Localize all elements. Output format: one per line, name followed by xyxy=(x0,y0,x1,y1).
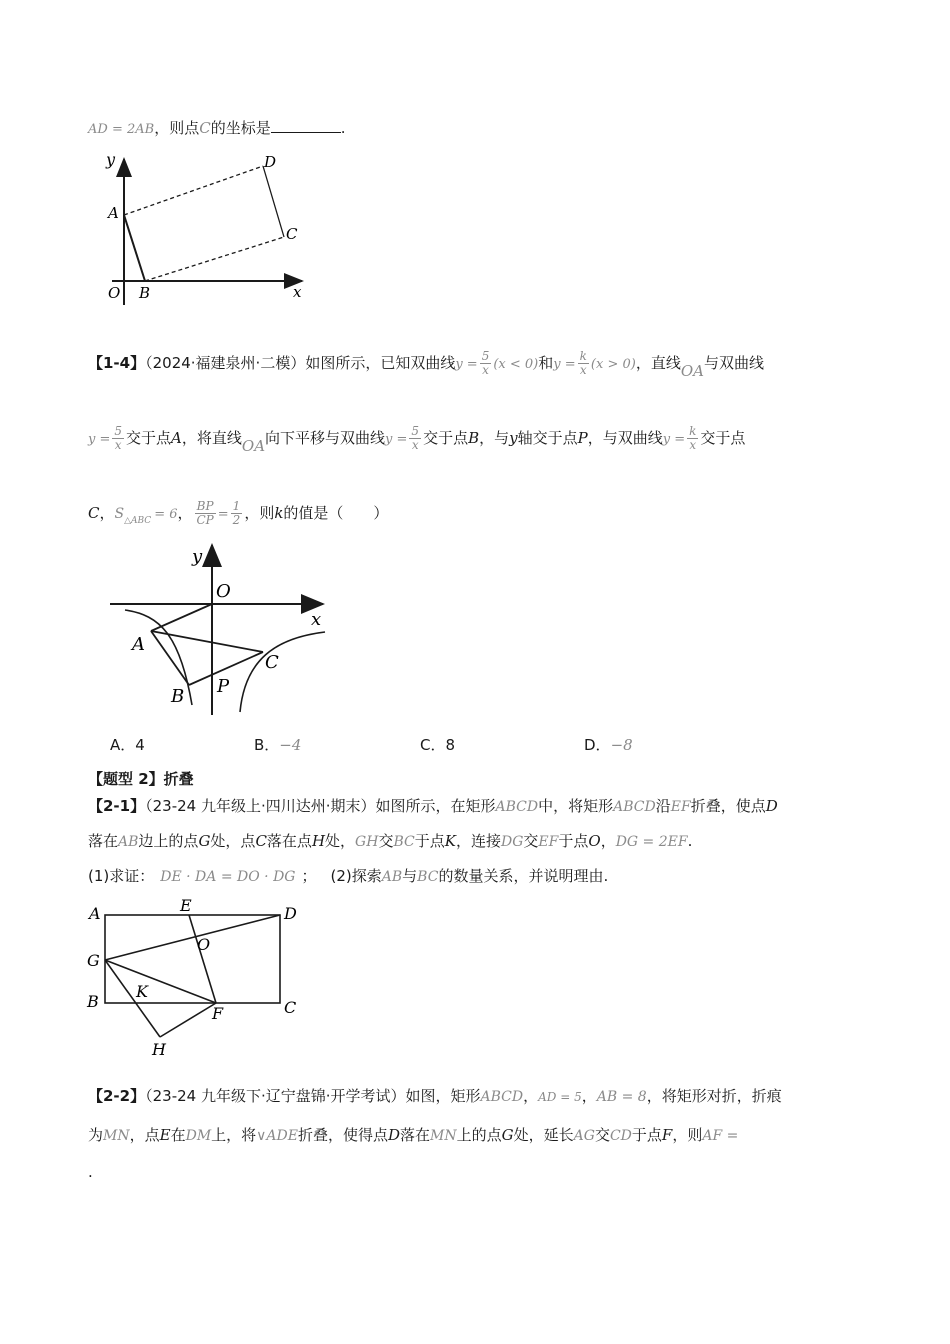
point-d: D xyxy=(765,797,778,815)
q14-l3-text-1: ，则 xyxy=(244,504,275,522)
q22-comma-1: ， xyxy=(523,1087,539,1105)
point-g: G xyxy=(198,832,211,850)
math-dg: DG xyxy=(500,834,524,850)
math-oa-2: OA xyxy=(241,437,266,455)
q22-text-1: （23-24 九年级下·辽宁盘锦·开学考试）如图，矩形 xyxy=(145,1087,481,1105)
q22-l2-text-11: ，则 xyxy=(672,1126,703,1144)
label-c: C xyxy=(265,652,279,673)
point-e: E xyxy=(159,1126,171,1144)
label-h: H xyxy=(152,1040,166,1059)
math-ef: EF xyxy=(670,799,691,815)
q21-l2-text-7: 于点 xyxy=(414,832,445,850)
choice-b[interactable] xyxy=(254,734,301,755)
segment-gh xyxy=(105,960,160,1037)
choice-value: −4 xyxy=(279,736,302,754)
q21-l2-text-1: 落在 xyxy=(88,832,119,850)
math-mn: MN xyxy=(103,1128,130,1144)
q21-tag: 【2-1】 xyxy=(88,797,146,815)
q14-l3-sep: ， xyxy=(177,504,193,522)
var-k: k xyxy=(274,504,284,522)
label-b: B xyxy=(171,686,185,707)
choice-a[interactable] xyxy=(110,734,145,755)
label-d: D xyxy=(264,153,277,171)
label-k: K xyxy=(136,982,148,1001)
q14-l2-text-8: 交于点 xyxy=(700,429,746,447)
eq1-lhs: y = xyxy=(455,357,478,372)
segment-oa xyxy=(151,604,212,631)
math-mn-2: MN xyxy=(430,1128,457,1144)
q21-l2-text-11: ， xyxy=(600,832,616,850)
math-dg-eq: DG = 2EF xyxy=(615,834,688,850)
q22-line-3: . xyxy=(88,1163,93,1181)
segment-gd xyxy=(105,915,280,960)
label-a: A xyxy=(89,904,101,923)
label-y: y xyxy=(192,546,203,567)
math-dm: DM xyxy=(185,1128,212,1144)
q22-comma-2: ， xyxy=(581,1087,597,1105)
point-f: F xyxy=(661,1126,673,1144)
q14-l3-comma: ， xyxy=(99,504,115,522)
point-a: A xyxy=(171,429,182,447)
q14-l2-text-2: ，将直线 xyxy=(181,429,242,447)
label-o: O xyxy=(197,935,211,954)
q21-l2-text-2: 边上的点 xyxy=(138,832,199,850)
choice-d[interactable] xyxy=(584,734,633,755)
q22-l2-text-3: 在 xyxy=(170,1126,186,1144)
q14-l2-text-7: ，与双曲线 xyxy=(587,429,663,447)
q21-text-1: （23-24 九年级上·四川达州·期末）如图所示，在矩形 xyxy=(145,797,496,815)
segment-dc xyxy=(263,166,284,237)
math-ade: ∨ADE xyxy=(256,1128,298,1144)
q21-text-2: 中，将矩形 xyxy=(538,797,614,815)
point-b: B xyxy=(468,429,480,447)
q21-l2-text-5: 处， xyxy=(325,832,356,850)
q22-l2-text-8: 处，延长 xyxy=(513,1126,574,1144)
choice-label: D． xyxy=(584,736,611,754)
math-abcd: ABCD xyxy=(495,799,539,815)
label-a: A xyxy=(132,634,145,655)
q22-l2-text-7: 上的点 xyxy=(456,1126,502,1144)
segment-ef xyxy=(189,915,216,1003)
label-b: B xyxy=(139,284,151,302)
figure-rectangle-axes xyxy=(90,145,330,315)
q14-line-1 xyxy=(88,349,764,380)
label-f: F xyxy=(212,1004,224,1023)
segment-ab xyxy=(124,215,145,281)
label-y: y xyxy=(106,150,116,169)
q14-tag: 【1-4】 xyxy=(88,354,146,372)
math-abcd: ABCD xyxy=(480,1089,524,1105)
part-2-text-1: 与 xyxy=(402,867,418,885)
q13-line xyxy=(88,118,345,140)
part-2: (2)探索 xyxy=(330,867,382,885)
part-2-text-2: 的数量关系，并说明理由. xyxy=(438,867,609,885)
q21-line-2 xyxy=(88,831,692,852)
hyperbola-right xyxy=(240,632,325,712)
choice-c[interactable] xyxy=(420,734,455,755)
q22-l2-text-1: 为 xyxy=(88,1126,104,1144)
area-s: S xyxy=(114,506,125,522)
q21-l2-text-4: 落在点 xyxy=(266,832,312,850)
area-sub: △ABC xyxy=(124,516,152,526)
axis-y: y xyxy=(509,429,518,447)
math-gh: GH xyxy=(355,834,379,850)
q14-l3-text-2: 的值是（ ） xyxy=(283,504,389,522)
label-c: C xyxy=(284,998,297,1017)
label-p: P xyxy=(217,676,230,697)
label-o: O xyxy=(216,581,231,602)
point-g: G xyxy=(501,1126,514,1144)
eq2-lhs: y = xyxy=(553,357,576,372)
q13-end: . xyxy=(340,119,346,137)
math-ad-2ab: AD = 2AB xyxy=(88,122,155,137)
label-b: B xyxy=(87,992,99,1011)
label-g: G xyxy=(87,951,100,970)
math-bc: BC xyxy=(393,834,415,850)
figure-hyperbola xyxy=(105,540,345,720)
section-title: 【题型 2】折叠 xyxy=(88,770,194,788)
q22-l2-text-9: 交 xyxy=(594,1126,610,1144)
q22-l2-text-5: 折叠，使得点 xyxy=(297,1126,388,1144)
l2-eq3-frac: $\frac{k}{x}$ xyxy=(689,424,697,452)
eq1-frac: $\frac{5}{x}$ xyxy=(481,349,490,377)
label-x: x xyxy=(293,283,302,301)
q14-line-2 xyxy=(88,424,746,455)
q21-l2-end: . xyxy=(687,832,693,850)
segment-ac xyxy=(151,631,263,652)
q22-line-1 xyxy=(88,1086,782,1107)
l2-eq2-lhs: y = xyxy=(385,432,408,447)
q21-l2-text-9: 交 xyxy=(523,832,539,850)
math-cd: CD xyxy=(609,1128,632,1144)
part-sep: ； xyxy=(301,867,317,885)
point-c: C xyxy=(88,504,100,522)
q21-l2-text-10: 于点 xyxy=(558,832,589,850)
point-c: C xyxy=(255,832,267,850)
choice-value: 4 xyxy=(135,736,145,754)
frac-eq: = xyxy=(217,507,229,522)
label-x: x xyxy=(311,609,322,630)
part-1: (1)求证： xyxy=(88,867,155,885)
label-a: A xyxy=(108,204,119,222)
math-point-c: C xyxy=(199,119,211,137)
l2-eq3-lhs: y = xyxy=(662,432,686,447)
q21-text-3: 沿 xyxy=(655,797,671,815)
q14-l2-text-5: ，与 xyxy=(479,429,510,447)
l2-eq-frac: $\frac{5}{x}$ xyxy=(114,424,123,452)
q21-l2-text-3: 处，点 xyxy=(210,832,256,850)
q22-l2-text-4: 上，将 xyxy=(211,1126,257,1144)
segment-ad xyxy=(124,166,263,215)
math-ab: AB = 8 xyxy=(596,1089,647,1105)
segment-bc xyxy=(145,237,284,281)
q22-text-2: ，将矩形对折，折痕 xyxy=(646,1087,782,1105)
q14-l2-text-4: 交于点 xyxy=(423,429,469,447)
bp-cp-frac: $\frac{BP}{CP}$ xyxy=(196,499,214,527)
area-val: = 6 xyxy=(154,507,178,522)
q14-text-with: 与双曲线 xyxy=(703,354,764,372)
eq1-cond: (x < 0) xyxy=(493,357,539,372)
eq2-cond: (x > 0) xyxy=(590,357,636,372)
q22-l2-text-10: 于点 xyxy=(631,1126,662,1144)
part-1-math: DE · DA = DO · DG xyxy=(160,869,296,885)
l2-eq-lhs: y = xyxy=(88,432,111,447)
math-ad: AD = 5 xyxy=(538,1090,582,1104)
math-abcd-2: ABCD xyxy=(613,799,656,815)
q14-text-line: ，直线 xyxy=(635,354,681,372)
label-c: C xyxy=(286,225,298,243)
q14-source: （2024·福建泉州·二模）如图所示，已知双曲线 xyxy=(145,354,456,372)
q22-tag: 【2-2】 xyxy=(88,1087,146,1105)
q14-l2-text-3: 向下平移与双曲线 xyxy=(265,429,386,447)
eq2-frac: $\frac{k}{x}$ xyxy=(579,349,587,377)
answer-blank[interactable] xyxy=(271,118,341,133)
q21-l2-text-8: ，连接 xyxy=(455,832,501,850)
math-ab-2: AB xyxy=(381,869,403,885)
q14-line-3 xyxy=(88,500,388,527)
q13-text-2: 的坐标是 xyxy=(210,119,271,137)
math-af: AF = xyxy=(702,1128,739,1144)
math-bc-2: BC xyxy=(417,869,439,885)
label-o: O xyxy=(108,284,121,302)
figure-folding xyxy=(85,895,325,1065)
math-oa: OA xyxy=(680,362,704,380)
q14-l2-text-6: 轴交于点 xyxy=(517,429,578,447)
point-p: P xyxy=(577,429,588,447)
q22-l2-text-6: 落在 xyxy=(400,1126,431,1144)
point-o: O xyxy=(588,832,601,850)
math-ab: AB xyxy=(118,834,139,850)
choice-label: C． xyxy=(420,736,446,754)
q21-l2-text-6: 交 xyxy=(378,832,394,850)
q21-text-4: 折叠，使点 xyxy=(690,797,766,815)
point-d: D xyxy=(388,1126,401,1144)
q21-line-1 xyxy=(88,796,778,817)
q13-text: ，则点 xyxy=(154,119,200,137)
label-d: D xyxy=(284,904,297,923)
choice-label: A． xyxy=(110,736,136,754)
math-ef-2: EF xyxy=(538,834,559,850)
q22-line-2 xyxy=(88,1125,738,1146)
q14-l2-text-1: 交于点 xyxy=(126,429,172,447)
segment-gf xyxy=(105,960,216,1003)
math-ag: AG xyxy=(573,1128,595,1144)
choice-label: B． xyxy=(254,736,280,754)
q22-l2-text-2: ，点 xyxy=(129,1126,160,1144)
point-k: K xyxy=(444,832,456,850)
choice-value: −8 xyxy=(610,736,633,754)
l2-eq2-frac: $\frac{5}{x}$ xyxy=(411,424,420,452)
choice-value: 8 xyxy=(445,736,456,754)
label-e: E xyxy=(180,896,192,915)
point-h: H xyxy=(311,832,326,850)
segment-hf xyxy=(160,1003,216,1037)
segment-ab xyxy=(151,631,189,685)
q21-parts xyxy=(88,866,608,887)
q14-and: 和 xyxy=(538,354,554,372)
half-frac: $\frac{1}{2}$ xyxy=(232,499,241,527)
